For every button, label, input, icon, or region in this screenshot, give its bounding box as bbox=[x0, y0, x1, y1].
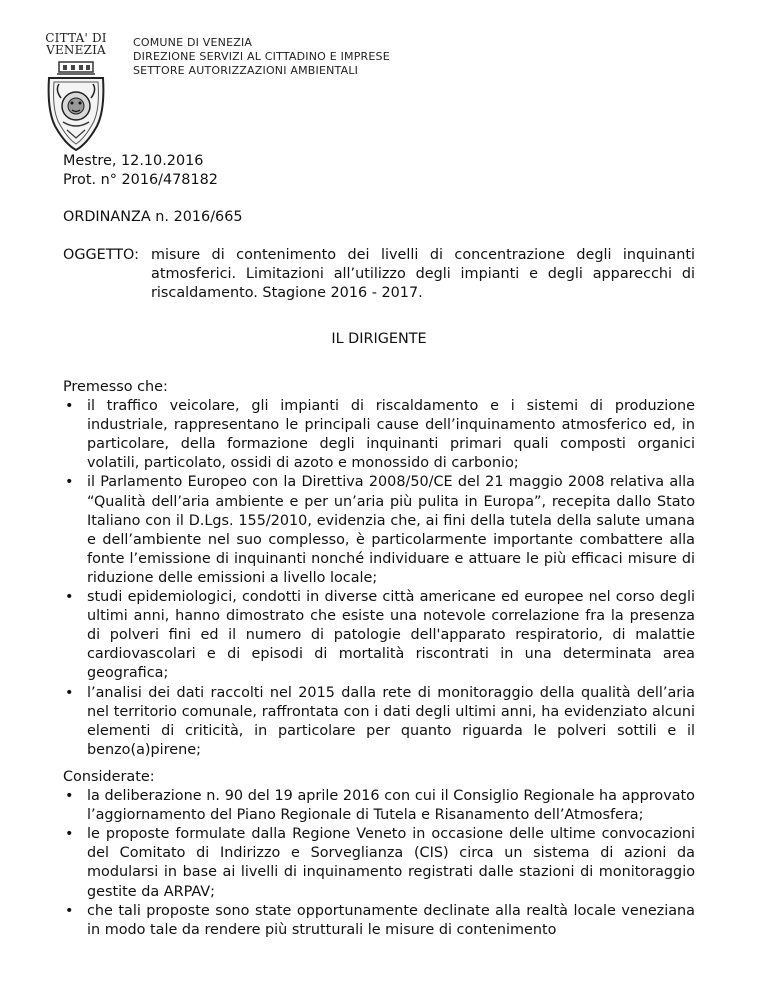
list-item-text: il Parlamento Europeo con la Direttiva 2008/50/CE del 21 maggio 2008 relativa alla “Qualità dell’aria ambiente e per un’aria più pulita in Europa”, recepita dallo Stato Italiano con il D.Lgs. 155/2010, evidenzia che, ai fini della tutela della salute umana e dell’ambiente nel suo complesso, è particolarmente importante combattere alla fonte l’emissione di inquinanti nonché individuare e attuare le più efficaci misure di riduzione delle emissioni a livello locale; bbox=[87, 474, 695, 586]
city-logo bbox=[40, 32, 112, 152]
logo-line-2: VENEZIA bbox=[46, 43, 106, 57]
list-item-text: studi epidemiologici, condotti in diverse città americane ed europee nel corso degli ultimi anni, hanno dimostrato che esiste una notevole correlazione fra la presenza di polveri fini ed il numero di patologie dell'apparato respiratorio, di malattie cardiovascolari e di episodi di mortalità riscontrati in una determinata area geografica; bbox=[87, 589, 695, 682]
lion-of-saint-mark-emblem-icon bbox=[43, 60, 109, 152]
list-item bbox=[63, 397, 695, 473]
list-item-text: la deliberazione n. 90 del 19 aprile 2016 con cui il Consiglio Regionale ha approvato l’aggiornamento del Piano Regionale di Tutela e Risanamento dell’Atmosfera; bbox=[87, 788, 695, 824]
list-item bbox=[63, 902, 695, 940]
list-item bbox=[63, 787, 695, 825]
bullet-icon: • bbox=[65, 398, 74, 415]
list-item bbox=[63, 473, 695, 588]
subject-text: misure di contenimento dei livelli di concentrazione degli inquinanti atmosferici. Limitazioni all’utilizzo degli impianti e degli apparecchi di riscaldamento. Stagione 2016 - 2017. bbox=[151, 247, 695, 302]
considerate-section bbox=[63, 768, 695, 940]
bullet-icon: • bbox=[65, 826, 74, 843]
header-municipality: COMUNE DI VENEZIA bbox=[133, 36, 253, 49]
list-item bbox=[63, 684, 695, 760]
list-item bbox=[63, 588, 695, 683]
protocol-number: Prot. n° 2016/478182 bbox=[63, 172, 218, 189]
considerate-heading: Considerate: bbox=[63, 769, 155, 785]
premesso-section bbox=[63, 378, 695, 760]
considerate-list bbox=[63, 787, 695, 940]
date-block bbox=[63, 152, 695, 190]
list-item-text: che tali proposte sono state opportunamente declinate alla realtà locale veneziana in modo tale da rendere più strutturali le misure di contenimento bbox=[87, 902, 695, 938]
bullet-icon: • bbox=[65, 902, 74, 919]
issuer-header bbox=[133, 36, 390, 78]
bullet-icon: • bbox=[65, 589, 74, 606]
bullet-icon: • bbox=[65, 788, 74, 805]
premesso-list bbox=[63, 397, 695, 760]
place-date: Mestre, 12.10.2016 bbox=[63, 153, 204, 169]
header-sector: SETTORE AUTORIZZAZIONI AMBIENTALI bbox=[133, 64, 359, 77]
list-item-text: il traffico veicolare, gli impianti di riscaldamento e i sistemi di produzione industriale, rappresentano le principali cause dell’inquinamento atmosferico ed, in particolare, della formazione degli inquinanti primari quali composti organici volatili, particolato, ossidi di azoto e monossido di carbonio; bbox=[87, 398, 695, 472]
subject-block bbox=[63, 246, 695, 303]
premesso-heading: Premesso che: bbox=[63, 379, 168, 395]
bullet-icon: • bbox=[65, 684, 74, 701]
ordinance-number: ORDINANZA n. 2016/665 bbox=[63, 209, 243, 225]
bullet-icon: • bbox=[65, 474, 74, 491]
document-title: IL DIRIGENTE bbox=[331, 331, 427, 347]
header-directorate: DIREZIONE SERVIZI AL CITTADINO E IMPRESE bbox=[133, 50, 390, 63]
logo-line-1: CITTA' DI bbox=[45, 31, 107, 45]
subject-label: OGGETTO: bbox=[63, 247, 139, 263]
list-item-text: le proposte formulate dalla Regione Veneto in occasione delle ultime convocazioni del Comitato di Indirizzo e Sorveglianza (CIS) circa un sistema di azioni da modularsi in base ai livelli di inquinamento registrati dalle stazioni di monitoraggio gestite da ARPAV; bbox=[87, 826, 695, 900]
list-item bbox=[63, 825, 695, 901]
list-item-text: l’analisi dei dati raccolti nel 2015 dalla rete di monitoraggio della qualità dell’aria nel territorio comunale, raffrontata con i dati degli ultimi anni, ha evidenziato alcuni elementi di criticità, in particolare per quanto riguarda le polveri sottili e il benzo(a)pirene; bbox=[87, 684, 695, 758]
